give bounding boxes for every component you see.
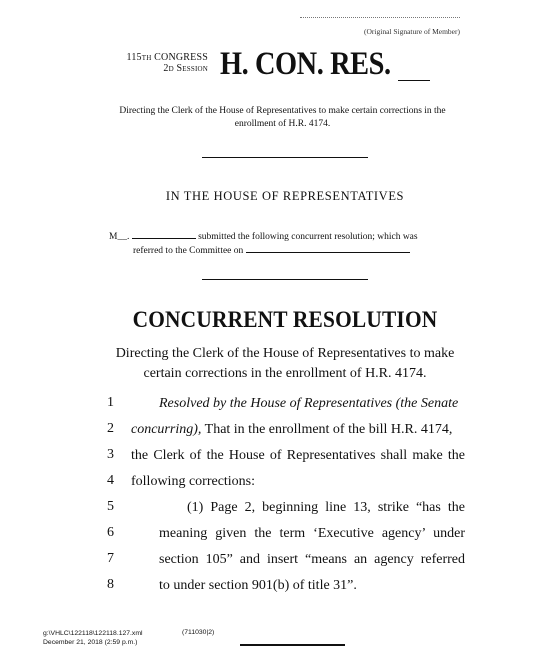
body-line: to under section 901(b) of title 31”. (159, 578, 357, 593)
short-title: Directing the Clerk of the House of Representatives to make certain corrections in the enrollment of H.R. 4174. (119, 106, 446, 129)
long-title (90, 344, 480, 384)
line-number: 7 (107, 551, 114, 566)
session-label: 2d Session (163, 63, 208, 74)
resolution-heading: CONCURRENT RESOLUTION (132, 307, 438, 332)
committee-blank (246, 244, 410, 253)
signature-line (300, 17, 460, 18)
footer-rule (240, 644, 345, 646)
body-line (131, 421, 465, 439)
line-number: 3 (107, 447, 114, 462)
bill-number-blank (398, 80, 430, 81)
signature-label: (Original Signature of Member) (363, 27, 460, 36)
body-line (159, 395, 465, 413)
long-title-line-2: certain corrections in the enrollment of H.R. 4174. (143, 366, 427, 381)
long-title-line-1: Directing the Clerk of the House of Representatives to make (115, 346, 455, 361)
line-number: 6 (107, 525, 114, 540)
line-number: 4 (107, 473, 114, 488)
footer-code: (711030|2) (182, 629, 215, 636)
resolving-clause: Resolved by the House of Representatives (the Senate (159, 396, 459, 411)
divider-rule-top (202, 157, 368, 158)
body-line: following corrections: (131, 474, 256, 489)
body-line: meaning given the term ‘Executive agency’ under (159, 526, 465, 541)
line-number: 1 (107, 395, 114, 410)
submitted-clause (109, 230, 469, 258)
line-number: 5 (107, 499, 114, 514)
divider-rule-bottom (202, 279, 368, 280)
referred-text: referred to the Committee on (133, 246, 244, 256)
member-prefix: M__. (109, 232, 130, 242)
footer-date: December 21, 2018 (2:59 p.m.) (43, 639, 138, 646)
footer-file-info (43, 629, 143, 647)
bill-type-title: H. CON. RES. (220, 46, 391, 82)
resolving-clause-end: concurring), (131, 422, 202, 437)
member-name-blank (132, 230, 196, 239)
body-line: section 105” and insert “means an agency referred (159, 552, 465, 567)
body-line: the Clerk of the House of Representatives shall make the (131, 448, 465, 463)
line-number: 2 (107, 421, 114, 436)
chamber-heading: IN THE HOUSE OF REPRESENTATIVES (165, 189, 405, 203)
body-line: (1) Page 2, beginning line 13, strike “has the (187, 500, 465, 515)
line-number: 8 (107, 577, 114, 592)
body-text: That in the enrollment of the bill H.R. 4174, (201, 422, 453, 437)
footer-path: g:\VHLC\122118\122118.127.xml (43, 630, 143, 637)
submitted-text: submitted the following concurrent resolution; which was (198, 232, 418, 242)
congress-session-block (104, 52, 208, 74)
congress-number: 115th CONGRESS (126, 52, 208, 63)
